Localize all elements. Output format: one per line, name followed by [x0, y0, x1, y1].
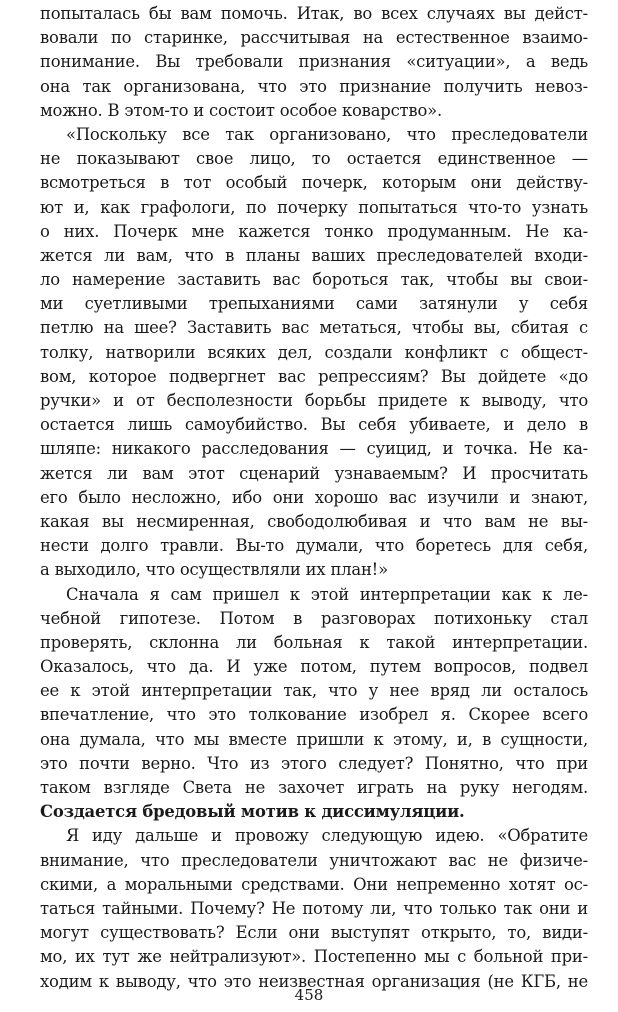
text-line: не показывают свое лицо, то остается единственное — — [40, 149, 588, 169]
text-line: какая вы несмиренная, свободолюбивая и что вам не вы- — [40, 511, 588, 531]
text-line: она так организована, что это признание получить невоз- — [40, 76, 588, 96]
text-line: скими, а моральными средствами. Они непременно хотят ос- — [40, 874, 588, 894]
text-line: ло намерение заставить вас бороться так, чтобы вы свои- — [40, 270, 588, 290]
text-line: чебной гипотезе. Потом в разговорах потихоньку стал — [40, 608, 588, 628]
body-text — [40, 2, 588, 994]
text-line: петлю на шее? Заставить вас метаться, чтобы вы, сбитая с — [40, 318, 588, 338]
text-line: шляпе: никакого расследования — суицид, и точка. Не ка- — [40, 439, 588, 459]
text-line: жется ли вам, что в планы ваших преследователей входи- — [40, 245, 588, 265]
text-line: ручки» и от бесполезности борьбы придете к выводу, что — [40, 391, 588, 410]
text-line: впечатление, что это толкование изобрел я. Скорее всего — [40, 705, 588, 725]
text-line: мо, их тут же нейтрализуют». Постепенно мы с больной при- — [40, 947, 588, 967]
text-line: ми суетливыми трепыханиями сами затянули у себя — [40, 294, 588, 314]
text-line: она думала, что мы вместе пришли к этому, и, в сущности, — [40, 729, 588, 749]
text-line: попыталась бы вам помочь. Итак, во всех случаях вы дейст- — [40, 4, 588, 23]
text-line: таком взгляде Света не захочет играть на руку негодям. — [40, 778, 588, 797]
text-line: ходим к выводу, что это неизвестная организация (не КГБ, не — [40, 971, 588, 991]
text-line: могут существовать? Если они выступят открыто, то, види- — [40, 923, 588, 943]
text-line: ют и, как графологи, по почерку попытаться что-то узнать — [40, 197, 588, 217]
text-line: его было несложно, ибо они хорошо вас изучили и знают, — [40, 487, 588, 507]
text-line: остается лишь самоубийство. Вы себя убиваете, и дело в — [40, 415, 588, 435]
text-line: толку, натворили всяких дел, создали конфликт с общест- — [40, 342, 588, 362]
text-line: таться тайными. Почему? Не потому ли, что только так они и — [40, 898, 588, 918]
text-line: Оказалось, что да. И уже потом, путем вопросов, подвел — [40, 657, 588, 677]
text-line: ее к этой интерпретации так, что у нее вряд ли осталось — [40, 681, 588, 701]
text-line: Сначала я сам пришел к этой интерпретации как к ле- — [66, 584, 588, 604]
text-line: это почти верно. Что из этого следует? Понятно, что при — [40, 753, 588, 773]
text-line: можно. В этом-то и состоит особое коварство». — [40, 100, 442, 120]
text-line: жется ли вам этот сценарий узнаваемым? И просчитать — [40, 463, 588, 483]
bold-text-line: Создается бредовый мотив к диссимуляции. — [40, 802, 465, 822]
text-line: «Поскольку все так организовано, что преследователи — [66, 124, 588, 144]
text-line: вом, которое подвергнет вас репрессиям? Вы дойдете «до — [40, 366, 588, 386]
text-line: внимание, что преследователи уничтожают вас не физиче- — [40, 850, 588, 870]
text-line: всмотреться в тот особый почерк, которым они действу- — [40, 173, 588, 193]
text-line: понимание. Вы требовали признания «ситуации», а ведь — [40, 52, 588, 72]
text-line: вовали по старинке, рассчитывая на естественное взаимо- — [40, 28, 588, 48]
text-line: нести долго травли. Вы-то думали, что боретесь для себя, — [40, 536, 588, 556]
text-line: а выходило, что осуществляли их план!» — [40, 560, 388, 580]
text-line: о них. Почерк мне кажется тонко продуманным. Не ка- — [40, 221, 588, 241]
page-number: 458 — [294, 986, 324, 1004]
text-line: проверять, склонна ли больная к такой интерпретации. — [40, 632, 588, 652]
text-line: Я иду дальше и провожу следующую идею. «Обратите — [66, 826, 588, 846]
